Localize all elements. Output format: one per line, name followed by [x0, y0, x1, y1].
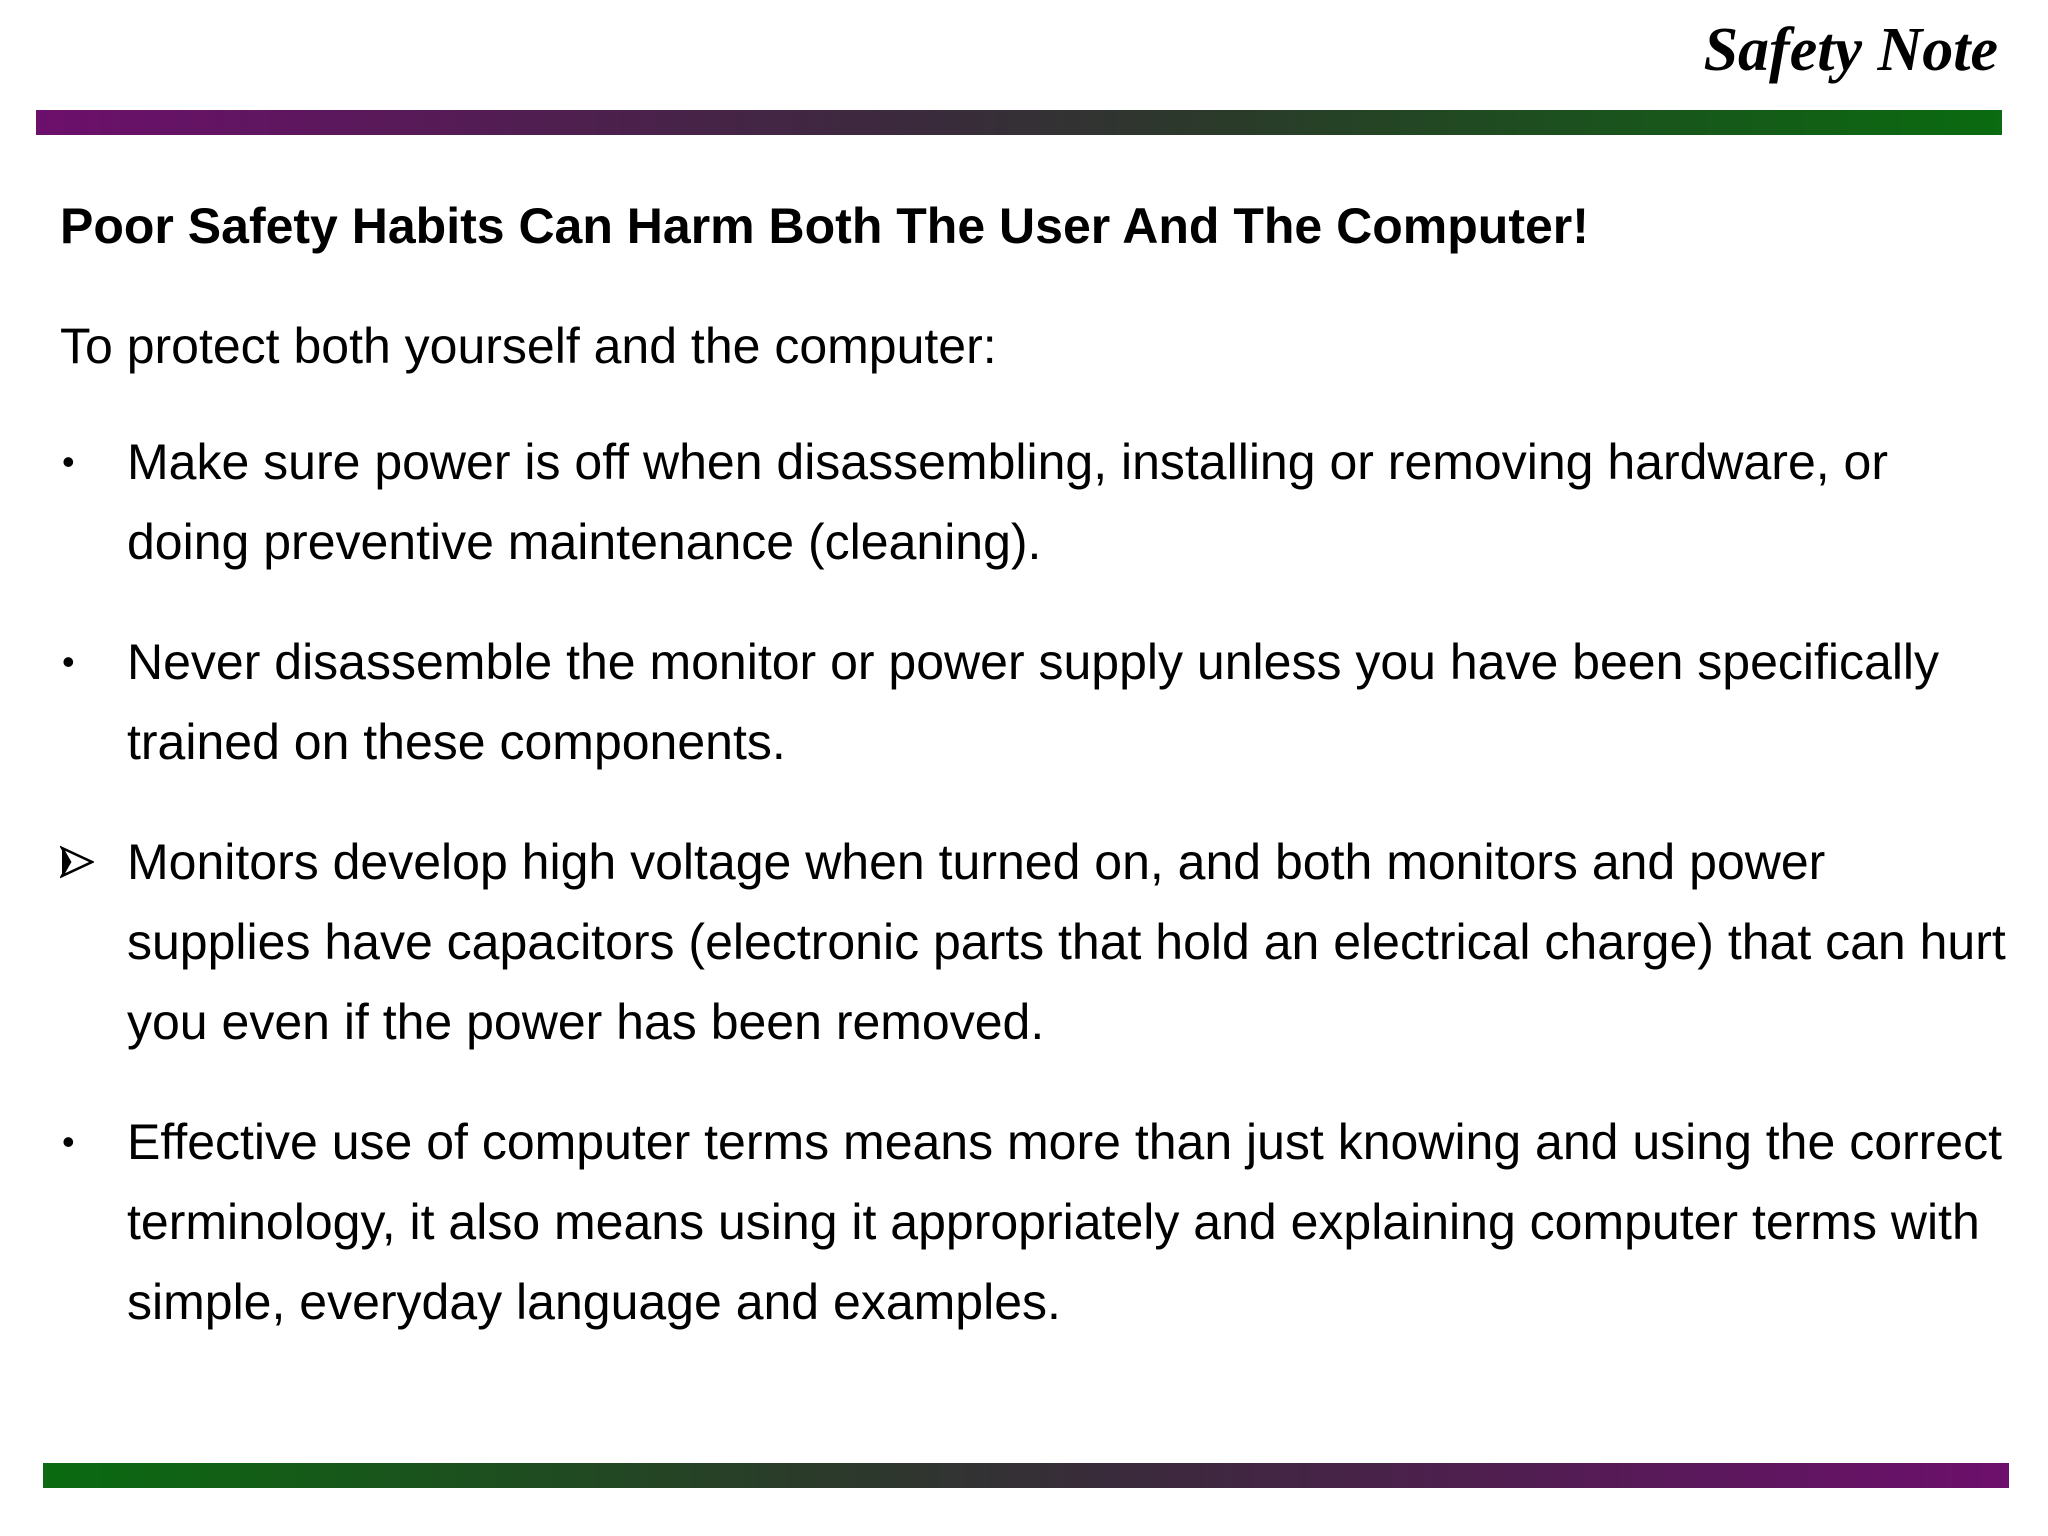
bullet-icon — [60, 622, 100, 702]
list-item-power-off — [60, 422, 2020, 582]
list-item-text: Never disassemble the monitor or power supply unless you have been specifically trained on these components. — [127, 634, 1940, 770]
list-item-text: Make sure power is off when disassembling, installing or removing hardware, or doing preventive maintenance (cleaning). — [127, 434, 1889, 570]
list-item-never-disassemble — [60, 622, 2020, 782]
bullet-icon — [60, 1102, 100, 1182]
list-item-text: Effective use of computer terms means more than just knowing and using the correct terminology, it also means using it appropriately and explaining computer terms with simple, everyday language and examples. — [127, 1114, 2002, 1330]
bullet-dot: • — [62, 441, 75, 482]
slide-title: Safety Note — [1703, 16, 1998, 84]
intro-text: To protect both yourself and the computer: — [60, 318, 997, 374]
bottom-gradient-bar — [43, 1463, 2009, 1488]
arrow-bullet-icon — [60, 822, 100, 902]
list-item-high-voltage — [60, 822, 2020, 1062]
list-item-computer-terms — [60, 1102, 2020, 1342]
slide-content — [60, 190, 2020, 1342]
bullet-icon — [60, 422, 100, 502]
bullet-dot: • — [62, 641, 75, 682]
list-item-text: Monitors develop high voltage when turned on, and both monitors and power supplies have capacitors (electronic parts that hold an electrical charge) that can hurt you even if the power has been removed. — [127, 834, 2006, 1050]
slide-heading: Poor Safety Habits Can Harm Both The User And The Computer! — [60, 198, 1589, 254]
top-gradient-bar — [36, 110, 2002, 135]
bullet-dot: • — [62, 1121, 75, 1162]
